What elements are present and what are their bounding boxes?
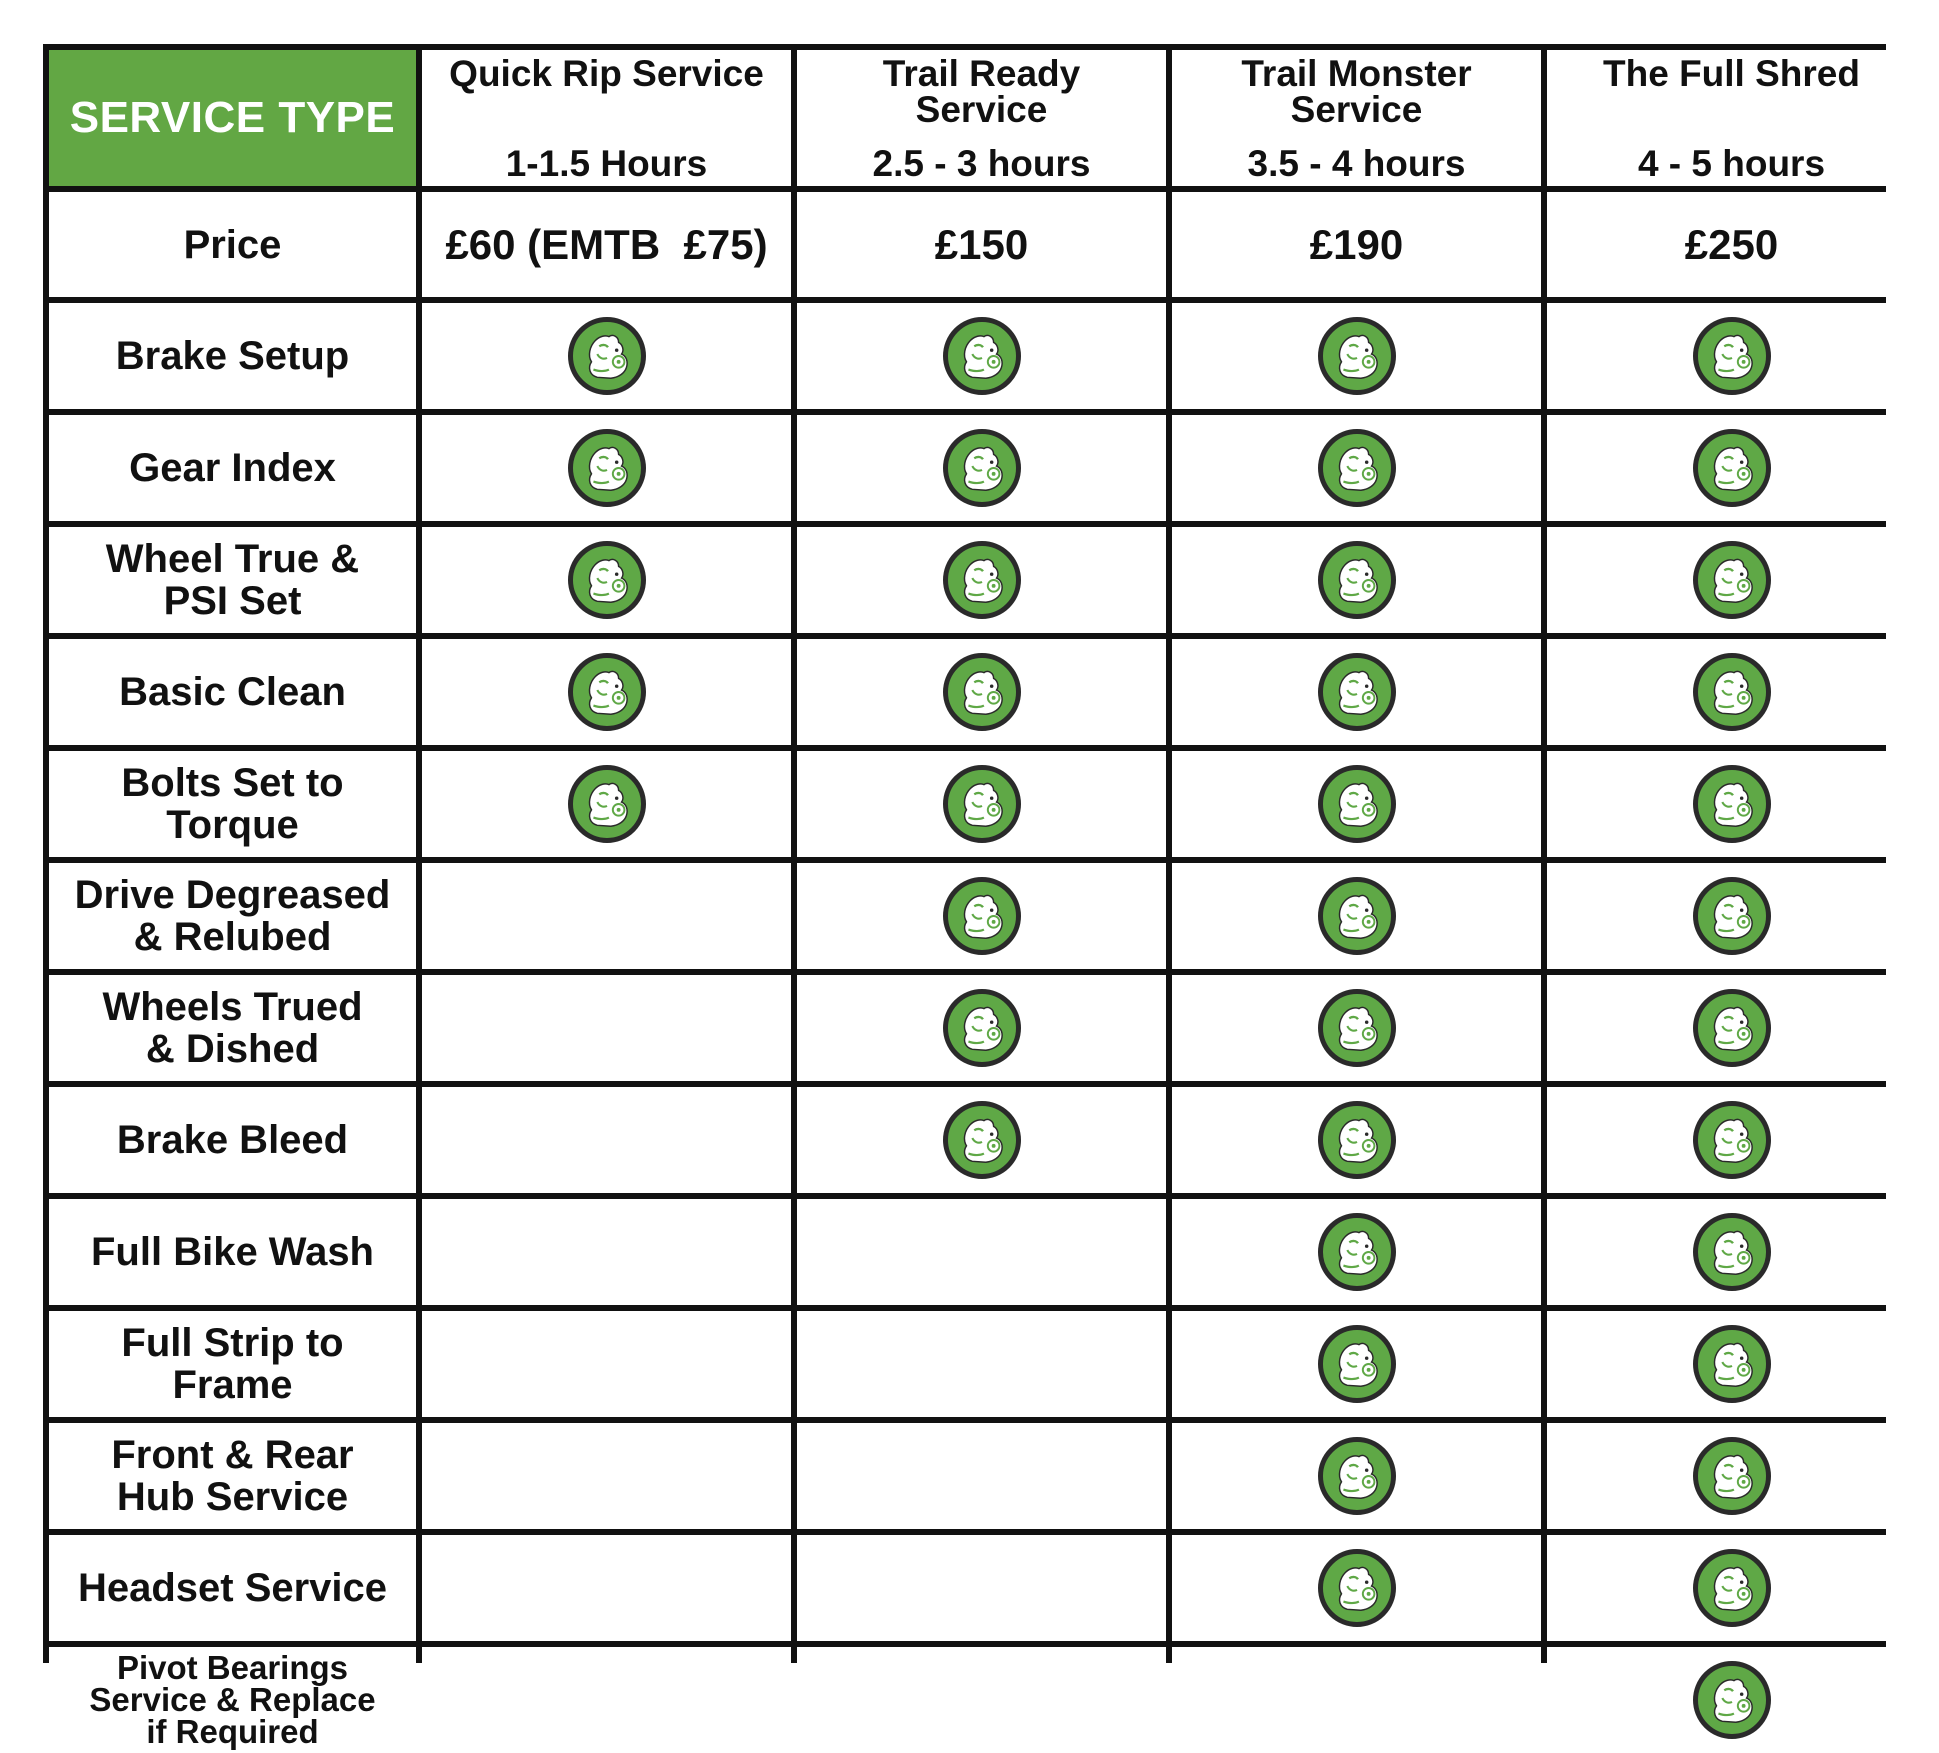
gorilla-badge-icon: [1693, 317, 1771, 395]
gorilla-badge-icon: [1693, 1661, 1771, 1739]
gorilla-badge-icon: [1318, 317, 1396, 395]
gorilla-badge-icon: [568, 317, 646, 395]
feature-cell: [1547, 1087, 1916, 1193]
gorilla-badge-icon: [943, 541, 1021, 619]
feature-label: Full Strip to Frame: [49, 1311, 416, 1417]
gorilla-badge-icon: [1318, 765, 1396, 843]
price-value: £250: [1547, 192, 1916, 297]
plan-duration: 4 - 5 hours: [1637, 143, 1826, 184]
gorilla-badge-icon: [1693, 989, 1771, 1067]
feature-label: Brake Setup: [49, 303, 416, 409]
feature-cell: [1172, 1199, 1541, 1305]
gorilla-badge-icon: [1318, 1325, 1396, 1403]
feature-cell: [1547, 1535, 1916, 1641]
feature-cell: [422, 1199, 791, 1305]
gorilla-badge-icon: [943, 765, 1021, 843]
feature-cell: [1172, 1647, 1541, 1753]
gorilla-badge-icon: [943, 653, 1021, 731]
gorilla-badge-icon: [943, 989, 1021, 1067]
plan-duration: 1-1.5 Hours: [505, 143, 708, 184]
plan-name: The Full Shred: [1603, 53, 1860, 94]
plan-duration: 3.5 - 4 hours: [1247, 143, 1466, 184]
gorilla-badge-icon: [1693, 1213, 1771, 1291]
gorilla-badge-icon: [568, 541, 646, 619]
feature-cell: [797, 1087, 1166, 1193]
gorilla-badge-icon: [568, 429, 646, 507]
plan-name: Trail Monster Service: [1241, 53, 1472, 130]
feature-cell: [1172, 1423, 1541, 1529]
feature-cell: [1172, 527, 1541, 633]
feature-cell: [797, 303, 1166, 409]
gorilla-badge-icon: [943, 429, 1021, 507]
gorilla-badge-icon: [1318, 541, 1396, 619]
gorilla-badge-icon: [1693, 541, 1771, 619]
gorilla-badge-icon: [1693, 1101, 1771, 1179]
feature-label: Wheels Trued & Dished: [49, 975, 416, 1081]
feature-cell: [1547, 639, 1916, 745]
feature-label: Bolts Set to Torque: [49, 751, 416, 857]
feature-cell: [1547, 751, 1916, 857]
feature-cell: [422, 303, 791, 409]
feature-cell: [1547, 415, 1916, 521]
feature-cell: [422, 975, 791, 1081]
gorilla-badge-icon: [1318, 1437, 1396, 1515]
feature-cell: [422, 863, 791, 969]
feature-cell: [1547, 863, 1916, 969]
feature-cell: [1172, 639, 1541, 745]
gorilla-badge-icon: [1318, 1213, 1396, 1291]
feature-label: Drive Degreased & Relubed: [49, 863, 416, 969]
feature-cell: [422, 1423, 791, 1529]
gorilla-badge-icon: [1318, 653, 1396, 731]
feature-cell: [797, 1535, 1166, 1641]
gorilla-badge-icon: [943, 317, 1021, 395]
gorilla-badge-icon: [1318, 989, 1396, 1067]
gorilla-badge-icon: [1693, 877, 1771, 955]
feature-label: Headset Service: [49, 1535, 416, 1641]
gorilla-badge-icon: [1693, 1549, 1771, 1627]
feature-cell: [1547, 527, 1916, 633]
service-comparison-table: [43, 44, 1886, 1750]
price-value: £150: [797, 192, 1166, 297]
feature-cell: [422, 639, 791, 745]
feature-cell: [797, 639, 1166, 745]
feature-label: Full Bike Wash: [49, 1199, 416, 1305]
plan-name: Trail Ready Service: [882, 53, 1081, 130]
feature-label: Front & Rear Hub Service: [49, 1423, 416, 1529]
feature-cell: [1547, 975, 1916, 1081]
gorilla-badge-icon: [1693, 1437, 1771, 1515]
gorilla-badge-icon: [1318, 1101, 1396, 1179]
feature-cell: [422, 1535, 791, 1641]
gorilla-badge-icon: [943, 877, 1021, 955]
feature-cell: [797, 1647, 1166, 1753]
feature-cell: [1172, 303, 1541, 409]
feature-cell: [797, 975, 1166, 1081]
plan-header: [797, 50, 1166, 186]
gorilla-badge-icon: [568, 653, 646, 731]
feature-label: Basic Clean: [49, 639, 416, 745]
feature-cell: [422, 1647, 791, 1753]
feature-cell: [1547, 303, 1916, 409]
feature-cell: [422, 751, 791, 857]
feature-cell: [1172, 1535, 1541, 1641]
feature-cell: [1547, 1311, 1916, 1417]
feature-label: Pivot Bearings Service & Replace if Required: [49, 1647, 416, 1753]
feature-cell: [422, 1087, 791, 1193]
feature-cell: [797, 527, 1166, 633]
feature-cell: [797, 1199, 1166, 1305]
feature-cell: [422, 527, 791, 633]
price-value: £60 (EMTB £75): [422, 192, 791, 297]
feature-cell: [797, 751, 1166, 857]
gorilla-badge-icon: [943, 1101, 1021, 1179]
feature-cell: [422, 415, 791, 521]
feature-cell: [1547, 1423, 1916, 1529]
feature-cell: [422, 1311, 791, 1417]
feature-cell: [1172, 863, 1541, 969]
plan-name: Quick Rip Service: [449, 53, 764, 94]
feature-cell: [1172, 415, 1541, 521]
price-value: £190: [1172, 192, 1541, 297]
feature-cell: [1547, 1647, 1916, 1753]
feature-cell: [797, 1311, 1166, 1417]
plan-header: [422, 50, 791, 186]
price-label: Price: [49, 192, 416, 297]
gorilla-badge-icon: [1693, 1325, 1771, 1403]
plan-header: [1172, 50, 1541, 186]
gorilla-badge-icon: [1693, 765, 1771, 843]
gorilla-badge-icon: [1693, 653, 1771, 731]
feature-label: Gear Index: [49, 415, 416, 521]
gorilla-badge-icon: [1693, 429, 1771, 507]
feature-cell: [797, 863, 1166, 969]
feature-cell: [797, 415, 1166, 521]
gorilla-badge-icon: [1318, 1549, 1396, 1627]
service-type-header: SERVICE TYPE: [49, 50, 416, 186]
feature-label: Wheel True & PSI Set: [49, 527, 416, 633]
feature-cell: [1172, 1087, 1541, 1193]
feature-cell: [1547, 1199, 1916, 1305]
feature-cell: [1172, 975, 1541, 1081]
plan-header: [1547, 50, 1916, 186]
feature-label: Brake Bleed: [49, 1087, 416, 1193]
gorilla-badge-icon: [1318, 877, 1396, 955]
feature-cell: [797, 1423, 1166, 1529]
gorilla-badge-icon: [568, 765, 646, 843]
feature-cell: [1172, 751, 1541, 857]
plan-duration: 2.5 - 3 hours: [872, 143, 1091, 184]
gorilla-badge-icon: [1318, 429, 1396, 507]
feature-cell: [1172, 1311, 1541, 1417]
